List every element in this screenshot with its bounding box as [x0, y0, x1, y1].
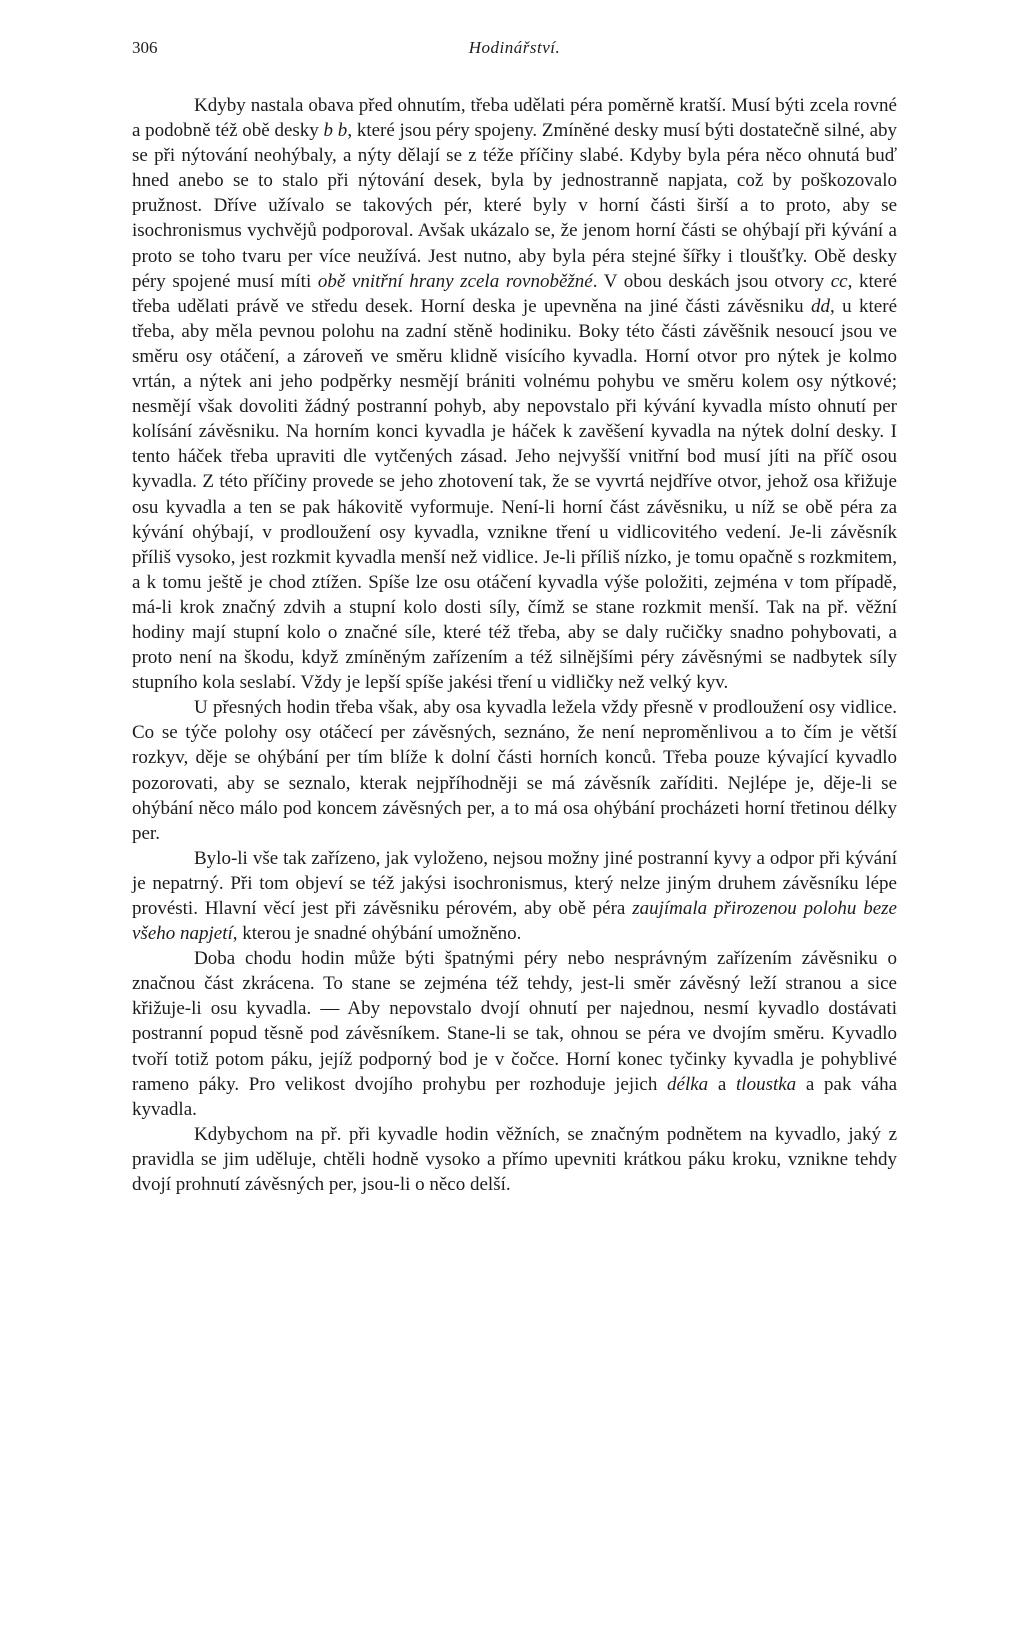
text-run: . V obou deskách jsou otvory [592, 270, 831, 292]
running-title: Hodinářství. [468, 38, 561, 57]
page-header [132, 38, 897, 68]
emphasis-text: zaujímala přirozenou polohu beze všeho napjetí [132, 898, 897, 945]
paragraph [132, 946, 897, 1122]
paragraph [132, 93, 897, 695]
text-run: a [708, 1073, 737, 1095]
emphasis-text: cc [830, 270, 848, 292]
text-run: Bylo-li vše tak zařízeno, jak vyloženo, nejsou možny jiné postranní kyvy a odpor při kývání je nepatrný. Při tom objeví se též jakýsi isochronismus, který nelze jiným druhem závěsníku lépe provésti. Hlavní věcí jest při závěsniku pérovém, aby obě péra [132, 847, 897, 919]
text-run: , které jsou péry spojeny. Zmíněné desky musí býti dostatečně silné, aby se při nýtování neohýbaly, a nýty dělají se z téže příčiny slabé. Kdyby byla péra něco ohnutá buď hned anebo se to stalo při nýtování desek, byla by jednostranně napjata, což by poškozovalo pružnost. Dříve užívalo se takových pér, které byly v horní části širší a to proto, aby se isochronismus vychvějů podporoval. Avšak ukázalo se, že jenom horní části se ohýbají při kývání a proto se toho tvaru per více neužívá. Jest nutno, aby byla péra stejné šířky i tloušťky. Obě desky péry spojené musí míti [132, 120, 897, 292]
paragraph [132, 1122, 897, 1197]
page-number: 306 [132, 38, 158, 57]
emphasis-text: obě vnitřní hrany zcela rovnoběžné [317, 270, 593, 292]
text-body [132, 93, 897, 1197]
text-run: U přesných hodin třeba však, aby osa kyvadla ležela vždy přesně v prodloužení osy vidlice. Co se týče polohy osy otáčecí per závěsných, seznáno, že není neproměnlivou a to čím je větší rozkyv, děje se ohýbání per tím blíže k dolní části horních konců. Třeba pouze kývající kyvadlo pozorovati, aby se seznalo, kterak nejpříhodněji se má závěsník zaříditi. Nejlépe je, děje-li se ohýbání něco málo pod koncem závěsných per, a to má osa ohýbání procházeti horní třetinou délky per. [132, 697, 897, 844]
emphasis-text: tloustka [736, 1073, 797, 1095]
text-run: a pak váha kyvadla. [132, 1073, 897, 1120]
text-run: Doba chodu hodin může býti špatnými péry nebo nesprávným zařízením závěsniku o značnou část zkrácena. To stane se zejména též tehdy, jest-li směr závěsný leží stranou a sice křižuje-li osu kyvadla. — Aby nepovstalo dvojí ohnutí per najednou, nesmí kyvadlo dostávati postranní popud těsně pod závěsníkem. Stane-li se tak, ohnou se péra ve dvojím směru. Kyvadlo tvoří totiž potom páku, jejíž podporný bod je v čočce. Horní konec tyčinky kyvadla je pohyblivé rameno páky. Pro velikost dvojího prohybu per rozhoduje jejich [132, 948, 897, 1095]
emphasis-text: dd [811, 295, 830, 317]
paragraph [132, 695, 897, 846]
text-run: Kdybychom na př. při kyvadle hodin věžních, se značným podnětem na kyvadlo, jaký z pravidla se jim uděluje, chtěli hodně vysoko a přímo upevniti krátkou páku kroku, vznikne tehdy dvojí prohnutí závěsných per, jsou-li o něco delší. [132, 1123, 897, 1196]
emphasis-text: délka [667, 1073, 709, 1095]
text-run: Kdyby nastala obava před ohnutím, třeba udělati péra poměrně kratší. Musí býti zcela rovné a podobně též obě desky [132, 95, 897, 142]
text-run: , které třeba udělati právě ve středu desek. Horní deska je upevněna na jiné části závěsniku [132, 270, 897, 317]
paragraph [132, 846, 897, 946]
text-run: , kterou je snadné ohýbání umožněno. [232, 923, 522, 945]
text-run: , u které třeba, aby měla pevnou polohu na zadní stěně hodiniku. Boky této části závěšnik nesoucí jsou ve směru osy otáčení, a zároveň ve směru klidně visícího kyvadla. Horní otvor pro nýtek je kolmo vrtán, a nýtek ani jeho podpěrky nesmějí brániti volnému pohybu ve směru kolem osy nýtkové; nesmějí však dovoliti žádný postranní pohyb, aby nepovstalo při kývání kyvadla místo ohnutí per kolísání závěsniku. Na horním konci kyvadla je háček k zavěšení kyvadla na nýtek dolní desky. I tento háček třeba upraviti dle vytčených zásad. Jeho nejvyšší vnitřní bod musí jíti na příč osou kyvadla. Z této příčiny provede se jeho zhotovení tak, že se vyvrtá nejdříve otvor, jehož osa křižuje osu kyvadla a ten se pak hákovitě vyformuje. Není-li horní část závěsniku, u níž se obě péra za kývání ohýbají, v prodloužení osy kyvadla, vznikne tření u vidlicovitého vedení. Je-li závěsník příliš vysoko, jest rozkmit kyvadla menší než vidlice. Je-li příliš nízko, je tomu opačně s rozkmitem, a k tomu ještě je chod ztížen. Spíše lze osu otáčení kyvadla výše položiti, zejména v tom případě, má-li krok značný zdvih a stupní kolo dosti síly, čímž se stane rozkmit menší. Tak na př. věžní hodiny mají stupní kolo o značné síle, které též třeba, aby se daly ručičky snadno pohybovati, a proto není na škodu, když zmíněným zařízením a též silnějšími péry závěsnými se nadbytek síly stupního kola seslabí. Vždy je lepší spíše jakési tření u vidličky než velký kyv. [132, 295, 897, 694]
emphasis-text: b b [323, 120, 348, 142]
